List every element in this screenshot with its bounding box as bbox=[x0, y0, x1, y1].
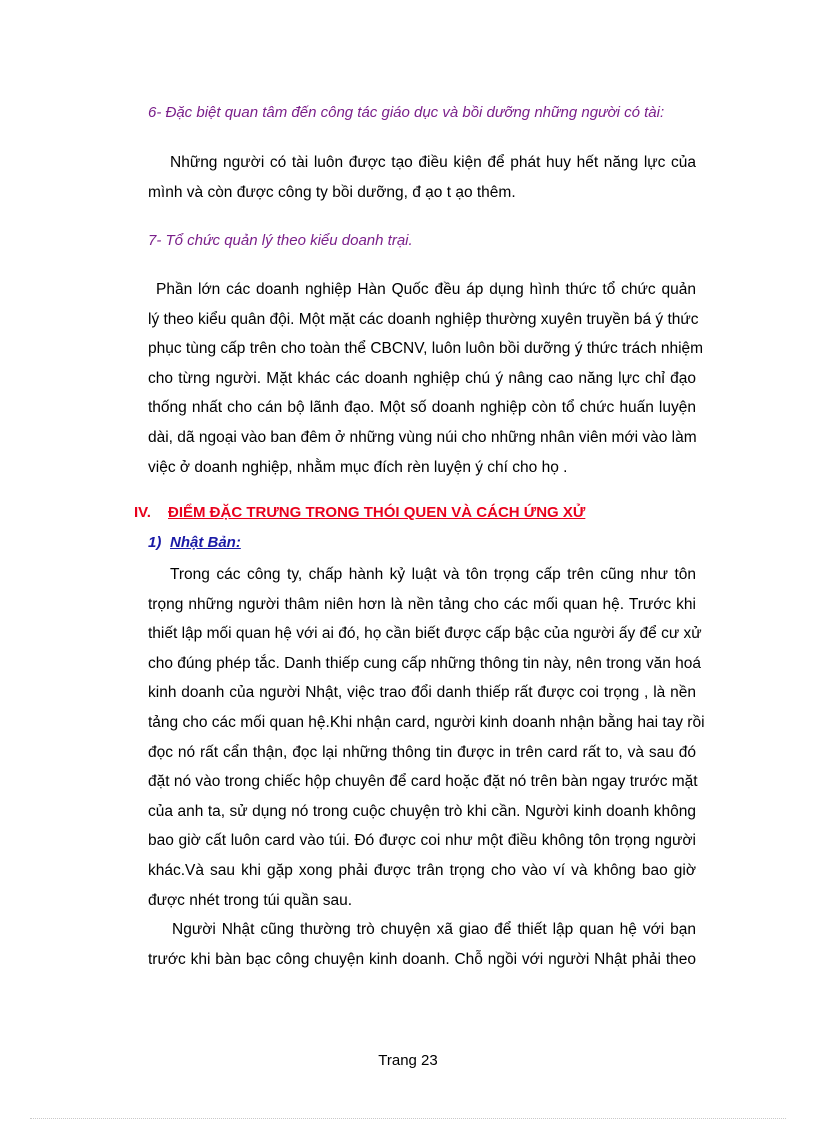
text-line: lý theo kiểu quân đội. Một mặt các doanh nghiệp thường xuyên truyền bá ý thức bbox=[148, 310, 699, 328]
text-line: trọng những người thâm niên hơn là nền tảng cho các mối quan hệ. Trước khi bbox=[148, 595, 696, 613]
text-line: thống nhất cho cán bộ lãnh đạo. Một số doanh nghiệp còn tổ chức huấn luyện bbox=[148, 399, 696, 417]
text-line: tảng cho các mối quan hệ.Khi nhận card, người kinh doanh nhận bằng hai tay rồi bbox=[148, 713, 705, 731]
text-line: kinh doanh của người Nhật, việc trao đổi danh thiếp rất được coi trọng , là nền bbox=[148, 684, 696, 702]
paragraph-talented-people bbox=[148, 148, 696, 207]
paragraph-korean-management bbox=[148, 275, 704, 482]
text-line: đọc nó rất cẩn thận, đọc lại những thông tin được in trên card rất to, và sau đó bbox=[148, 743, 696, 761]
text-line: khác.Và sau khi gặp xong phải được trân trọng cho vào ví và không bao giờ bbox=[148, 861, 696, 879]
heading-section-6: 6- Đặc biệt quan tâm đến công tác giáo dục và bồi dưỡng những người có tài: bbox=[148, 104, 665, 121]
text-line: Những người có tài luôn được tạo điều kiện để phát huy hết năng lực của bbox=[170, 154, 696, 171]
text-line: mình và còn được công ty bồi dưỡng, đ ạo t ạo thêm. bbox=[148, 183, 516, 201]
text-line: của anh ta, sử dụng nó trong cuộc chuyện trò khi cần. Người kinh doanh không bbox=[148, 802, 696, 820]
heading-section-7: 7- Tổ chức quản lý theo kiểu doanh trại. bbox=[148, 232, 413, 249]
text-line: Trong các công ty, chấp hành kỷ luật và tôn trọng cấp trên cũng như tôn bbox=[170, 566, 696, 583]
subsection-title: Nhật Bản: bbox=[170, 534, 241, 551]
paragraph-japan-small-talk bbox=[148, 915, 696, 974]
text-line: dài, dã ngoại vào ban đêm ở những vùng núi cho những nhân viên mới vào làm bbox=[148, 428, 697, 446]
text-line: cho từng người. Mặt khác các doanh nghiệp chú ý nâng cao năng lực chỉ đạo bbox=[148, 369, 696, 387]
page-bottom-divider bbox=[30, 1118, 786, 1119]
text-line: trước khi bàn bạc công chuyện kinh doanh. Chỗ ngồi với người Nhật phải theo bbox=[148, 950, 696, 968]
text-line: Phần lớn các doanh nghiệp Hàn Quốc đều áp dụng hình thức tổ chức quản bbox=[156, 281, 696, 298]
text-line: cho đúng phép tắc. Danh thiếp cung cấp những thông tin này, nên trong văn hoá bbox=[148, 654, 702, 672]
text-line: thiết lập mối quan hệ với ai đó, họ cần biết được cấp bậc của người ấy để cư xử bbox=[148, 625, 702, 643]
text-line: việc ở doanh nghiệp, nhằm mục đích rèn luyện ý chí cho họ . bbox=[148, 458, 568, 476]
subsection-heading-japan bbox=[148, 534, 241, 551]
section-heading-iv bbox=[134, 504, 585, 521]
paragraph-japan-business-cards bbox=[148, 560, 705, 915]
text-line: phục tùng cấp trên cho toàn thể CBCNV, luôn luôn bồi dưỡng ý thức trách nhiệm bbox=[148, 340, 704, 358]
text-line: đặt nó vào trong chiếc hộp chuyên để card hoặc đặt nó trên bàn ngay trước mặt bbox=[148, 773, 698, 791]
section-number: IV. bbox=[134, 504, 151, 521]
section-title: ĐIỂM ĐẶC TRƯNG TRONG THÓI QUEN VÀ CÁCH ỨNG XỬ bbox=[168, 504, 586, 521]
page-number: Trang 23 bbox=[378, 1052, 438, 1069]
text-line: bao giờ cất luôn card vào túi. Đó được coi như một điều không tôn trọng người bbox=[148, 832, 696, 850]
subsection-number: 1) bbox=[148, 534, 162, 551]
text-line: được nhét trong túi quần sau. bbox=[148, 891, 353, 909]
text-line: Người Nhật cũng thường trò chuyện xã giao để thiết lập quan hệ với bạn bbox=[172, 921, 696, 938]
